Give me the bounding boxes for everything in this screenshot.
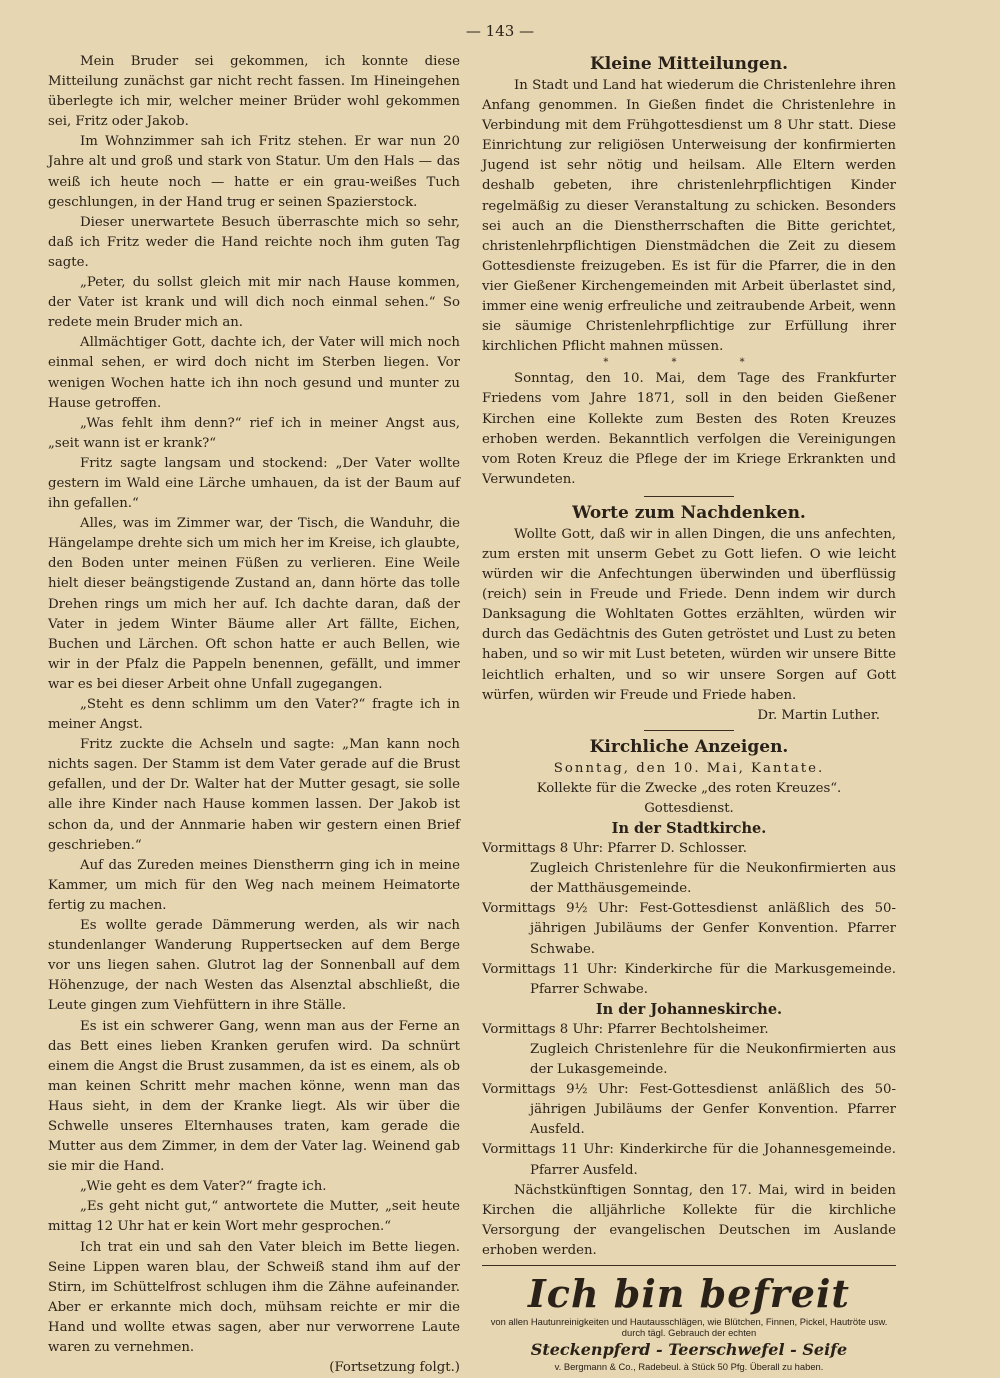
paragraph: Wollte Gott, daß wir in allen Dingen, die uns anfechten, zum ersten mit unserm Gebet zu Gott liefen. O wie leicht würden wir die Anfechtungen überwinden und überflüssig (reich) sein in Freude und Friede. Denn indem wir durch Danksagung die Wohltaten Gottes erzählten, würden wir durch das Gedächtnis des Guten getröstet und Lust zu beten haben, und so wir mit Lust beteten, würden wir unsere Bitte leichtlich erhalten, und so wir unsere Sorgen auf Gott würfen, würden wir Freude und Friede haben. xyxy=(482,526,896,703)
paragraph: Es wollte gerade Dämmerung werden, als wir nach stundenlanger Wanderung Ruppertsecken auf dem Berge vor uns liegen sahen. Glutrot lag der Sonnenball auf dem Höhenzuge, der nach Westen das Alsenztal abschließt, die Leute gingen zum Viehfüttern in ihre Ställe. xyxy=(48,918,460,1014)
paragraph: „Peter, du sollst gleich mit mir nach Hause kommen, der Vater ist krank und will dich noch einmal sehen.“ So redete mein Bruder mich an. xyxy=(48,275,460,331)
paragraph: „Steht es denn schlimm um den Vater?“ fragte ich in meiner Angst. xyxy=(48,697,460,733)
continuation-note: (Fortsetzung folgt.) xyxy=(329,1360,460,1376)
divider xyxy=(644,496,734,497)
service-entry: Vormittags 11 Uhr: Kinderkirche für die Johannesgemeinde. Pfarrer Ausfeld. xyxy=(482,1142,896,1178)
ad-text: von allen Hautunreinigkeiten und Hautausschlägen, wie Blütchen, Finnen, Pickel, Hautröte usw. durch tägl. Gebrauch der echten xyxy=(490,1315,888,1339)
service-entry-note: Zugleich Christenlehre für die Neukonfirmierten aus der Lukasgemeinde. xyxy=(530,1041,896,1078)
paragraph: Sonntag, den 10. Mai, dem Tage des Frankfurter Friedens vom Jahre 1871, soll in den beiden Gießener Kirchen eine Kollekte zum Besten des Roten Kreuzes erhoben werden. Bekanntlich verfolgen die Vereinigungen vom Roten Kreuz die Pflege der im Kriege Erkrankten und Verwundeten. xyxy=(482,371,896,487)
church-heading-johanneskirche: In der Johanneskirche. xyxy=(595,1000,783,1018)
paragraph: Dieser unerwartete Besuch überraschte mich so sehr, daß ich Fritz weder die Hand reichte noch ihm guten Tag sagte. xyxy=(48,214,460,270)
paragraph: „Was fehlt ihm denn?“ rief ich in meiner Angst aus, „seit wann ist er krank?“ xyxy=(48,415,460,451)
paragraph: Fritz sagte langsam und stockend: „Der Vater wollte gestern im Wald eine Lärche umhauen, da ist der Baum auf ihn gefallen.“ xyxy=(48,455,460,512)
section-title-worte-zum-nachdenken: Worte zum Nachdenken. xyxy=(572,502,806,523)
paragraph: Allmächtiger Gott, dachte ich, der Vater will mich noch einmal sehen, er wird doch nicht im Sterben liegen. Vor wenigen Wochen hatte ich ihn noch gesund und munter zu Hause getroffen. xyxy=(48,335,460,411)
divider xyxy=(644,730,734,731)
paragraph: Auf das Zureden meines Dienstherrn ging ich in meine Kammer, um mich für den Weg nach meinem Heimatorte fertig zu machen. xyxy=(48,857,460,913)
service-entry: Vormittags 8 Uhr: Pfarrer Bechtolsheimer. xyxy=(482,1021,769,1037)
page-number: — 143 — xyxy=(465,22,535,40)
ad-footer: v. Bergmann & Co., Radebeul. à Stück 50 Pfg. Überall zu haben. xyxy=(554,1360,824,1372)
paragraph: In Stadt und Land hat wiederum die Christenlehre ihren Anfang genommen. In Gießen findet die Christenlehre in Verbindung mit dem Frühgottesdienst um 8 Uhr statt. Diese Einrichtung zur religiösen Unterweisung der konfirmierten Jugend ist sehr nötig und heilsam. Alle Eltern werden deshalb gebeten, ihre christenlehrpflichtigen Kinder regelmäßig zu dieser Veranstaltung zu schicken. Besonders sei auch an die Dienstherrschaften die Bitte gerichtet, christenlehrpflichtigen Dienstmädchen die Zeit zu diesem Gottesdienste freizugeben. Es ist für die Pfarrer, die in den vier Gießener Kirchengemeinden mit Arbeit überlastet sind, immer eine wenig erfreuliche und zeitraubende Arbeit, wenn sie säumige Christenlehrpflichtige zur Erfüllung ihrer kirchlichen Pflicht mahnen müssen. xyxy=(482,78,896,355)
paragraph: Es ist ein schwerer Gang, wenn man aus der Ferne an das Bett eines lieben Kranken gerufen wird. Da schnürt einem die Angst die Brust zusammen, da ist es einem, als ob man keinen Schritt mehr machen könne, wenn man das Haus sieht, in dem der Kranke liegt. Als wir über die Schwelle unseres Elternhauses traten, kam gerade die Mutter aus dem Zimmer, in dem der Vater lag. Weinend gab sie mir die Hand. xyxy=(48,1018,460,1175)
collection-note: Kollekte für die Zwecke „des roten Kreuzes“. xyxy=(536,780,842,796)
paragraph: Ich trat ein und sah den Vater bleich im Bette liegen. Seine Lippen waren blau, der Schweiß stand ihm auf der Stirn, im Schüttelfrost schlugen ihm die Zähne aufeinander. Aber er erkannte mich doch, mühsam reichte er mir die Hand und wollte etwas sagen, aber nur verworrene Laute waren zu vernehmen. xyxy=(48,1239,460,1355)
ad-headline: Ich bin befreit xyxy=(528,1270,850,1316)
paragraph: Alles, was im Zimmer war, der Tisch, die Wanduhr, die Hängelampe drehte sich um mich her im Kreise, ich glaubte, den Boden unter meinen Füßen zu verlieren. Eine Weile hielt dieser beängstigende Zustand an, dann hörte das tolle Drehen rings um mich her auf. Ich dachte daran, daß der Vater in jedem Winter Bäume aller Art fällte, Eichen, Buchen und Lärchen. Oft schon hatte er auch Bellen, wie wir in der Pfalz die Pappeln benennen, gefällt, und immer war es bei dieser Arbeit ohne Unfall zugegangen. xyxy=(48,516,460,692)
paragraph: Im Wohnzimmer sah ich Fritz stehen. Er war nun 20 Jahre alt und groß und stark von Statur. Um den Hals — das weiß ich heute noch — hatte er ein grau-weißes Tuch geschlungen, in der Hand trug er seinen Spazierstock. xyxy=(48,134,460,210)
service-entry-note: Zugleich Christenlehre für die Neukonfirmierten aus der Matthäusgemeinde. xyxy=(530,861,896,897)
service-heading: Gottesdienst. xyxy=(644,801,734,816)
service-entry: Vormittags 11 Uhr: Kinderkirche für die Markusgemeinde. Pfarrer Schwabe. xyxy=(482,961,896,997)
section-title-kleine-mitteilungen: Kleine Mitteilungen. xyxy=(589,54,788,74)
paragraph: Mein Bruder sei gekommen, ich konnte diese Mitteilung zunächst gar nicht recht fassen. Im Hineingehen überlegte ich mir, welcher meiner Brüder wohl gekommen sei, Fritz oder Jakob. xyxy=(48,54,460,130)
advertisement-rule xyxy=(482,1265,896,1266)
paragraph: „Es geht nicht gut,“ antwortete die Mutter, „seit heute mittag 12 Uhr hat er kein Wort mehr gesprochen.“ xyxy=(48,1199,460,1235)
paragraph: „Wie geht es dem Vater?“ fragte ich. xyxy=(80,1179,327,1195)
service-entry: Vormittags 8 Uhr: Pfarrer D. Schlosser. xyxy=(482,841,747,857)
service-entry: Vormittags 9½ Uhr: Fest-Gottesdienst anläßlich des 50-jährigen Jubiläums der Genfer Konvention. Pfarrer Schwabe. xyxy=(482,901,896,957)
section-title-kirchliche-anzeigen: Kirchliche Anzeigen. xyxy=(589,736,789,757)
paragraph: Nächstkünftigen Sonntag, den 17. Mai, wird in beiden Kirchen die alljährliche Kollekte für die kirchliche Versorgung der evangelischen Deutschen im Auslande erhoben werden. xyxy=(482,1182,896,1258)
service-date: Sonntag, den 10. Mai, Kantate. xyxy=(553,760,825,776)
service-entry: Vormittags 9½ Uhr: Fest-Gottesdienst anläßlich des 50-jährigen Jubiläums der Genfer Konvention. Pfarrer Ausfeld. xyxy=(482,1082,896,1138)
quote-author: Dr. Martin Luther. xyxy=(757,707,880,723)
left-column xyxy=(48,52,460,1378)
church-heading-stadtkirche: In der Stadtkirche. xyxy=(611,820,767,838)
advertisement xyxy=(482,1272,896,1373)
ad-brand: Steckenpferd - Teerschwefel - Seife xyxy=(530,1339,848,1359)
section-divider-stars: * * * xyxy=(603,357,775,369)
paragraph: Fritz zuckte die Achseln und sagte: „Man kann noch nichts sagen. Der Stamm ist dem Vater gerade auf die Brust gefallen, und der Dr. Walter hat der Mutter gesagt, sie solle alle ihre Kinder nach Hause kommen lassen. Der Jakob ist schon da, und der Annmarie haben wir gestern einen Brief geschrieben.“ xyxy=(48,737,460,853)
right-column xyxy=(482,52,896,1373)
